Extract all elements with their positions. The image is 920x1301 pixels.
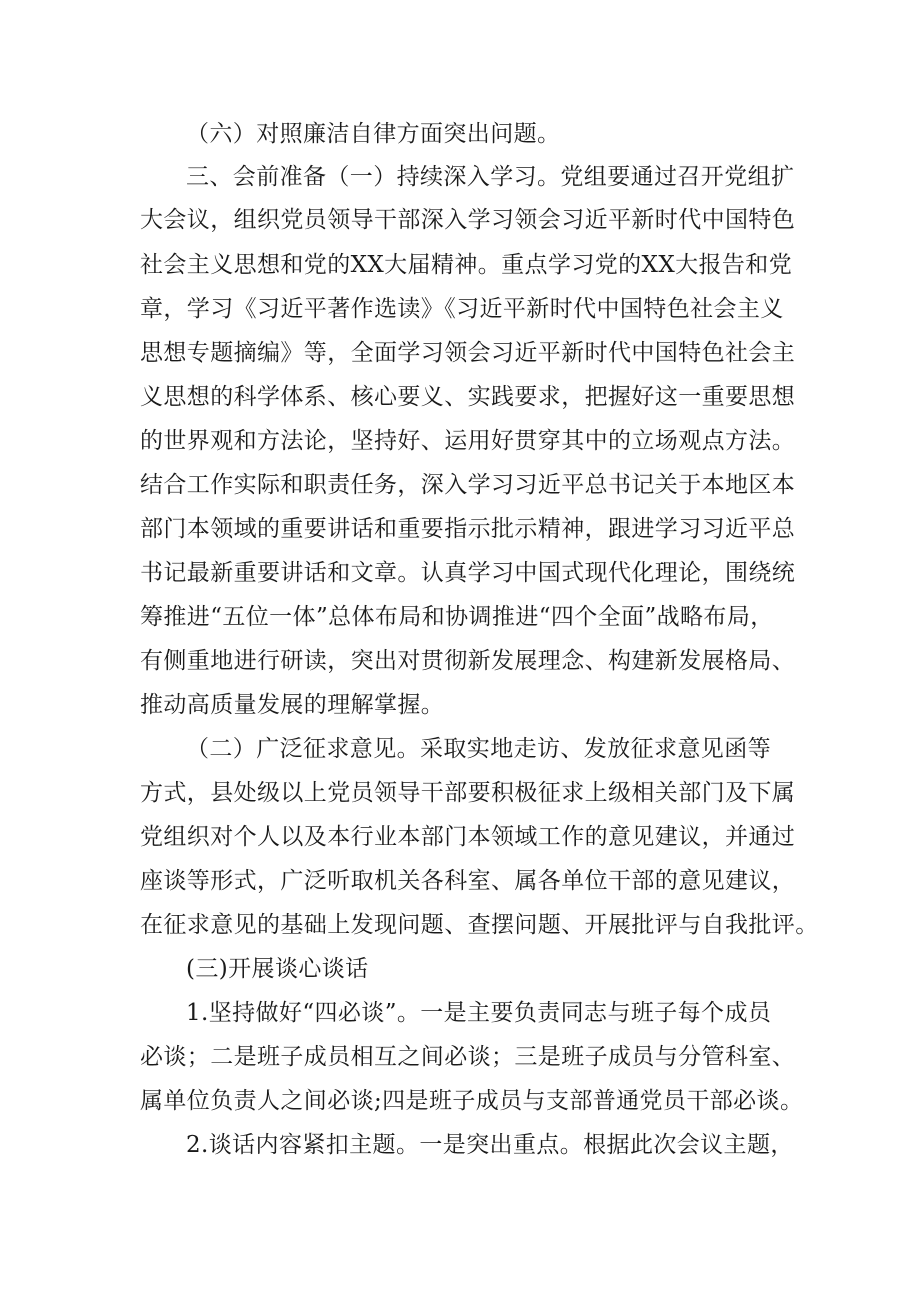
text-line-8: 的世界观和方法论，坚持好、运用好贯穿其中的立场观点方法。 [140,428,796,454]
text-line-2: 三、会前准备（一）持续深入学习。党组要通过召开党组扩 [186,164,795,190]
text-line-10: 部门本领域的重要讲话和重要指示批示精神，跟进学习习近平总 [140,516,796,542]
text-line-12: 筹推进“五位一体”总体布局和协调推进“四个全面”战略布局， [140,604,774,630]
text-line-14: 推动高质量发展的理解掌握。 [140,692,445,718]
text-line-18: 座谈等形式，广泛听取机关各科室、属各单位干部的意见建议， [140,868,796,894]
text-line-15: （二）广泛征求意见。采取实地走访、发放征求意见函等 [186,736,771,762]
text-line-7: 义思想的科学体系、核心要义、实践要求，把握好这一重要思想 [140,384,796,410]
text-line-13: 有侧重地进行研读，突出对贯彻新发展理念、构建新发展格局、 [140,648,796,674]
text-line-5: 章，学习《习近平著作选读》《习近平新时代中国特色社会主义 [140,296,784,322]
text-line-1: （六）对照廉洁自律方面突出问题。 [186,121,561,147]
text-line-11: 书记最新重要讲话和文章。认真学习中国式现代化理论，围绕统 [140,560,796,586]
text-line-22: 必谈；二是班子成员相互之间必谈；三是班子成员与分管科室、 [140,1044,796,1070]
text-line-3: 大会议，组织党员领导干部深入学习领会习近平新时代中国特色 [140,207,796,233]
text-line-19: 在征求意见的基础上发现问题、查摆问题、开展批评与自我批评。 [140,912,819,938]
text-line-9: 结合工作实际和职责任务，深入学习习近平总书记关于本地区本 [140,472,796,498]
text-line-20: (三)开展谈心谈话 [186,956,369,982]
text-line-4: 社会主义思想和党的XX大届精神。重点学习党的XX大报告和党 [140,252,793,278]
text-line-6: 思想专题摘编》等，全面学习领会习近平新时代中国特色社会主 [140,340,796,366]
text-line-23: 属单位负责人之间必谈;四是班子成员与支部普通党员干部必谈。 [140,1088,804,1114]
text-line-17: 党组织对个人以及本行业本部门本领域工作的意见建议，并通过 [140,824,796,850]
text-line-21: 1.坚持做好“四必谈”。一是主要负责同志与班子每个成员 [186,1000,772,1026]
text-line-24: 2.谈话内容紧扣主题。一是突出重点。根据此次会议主题， [186,1132,794,1158]
text-line-16: 方式，县处级以上党员领导干部要积极征求上级相关部门及下属 [140,780,796,806]
